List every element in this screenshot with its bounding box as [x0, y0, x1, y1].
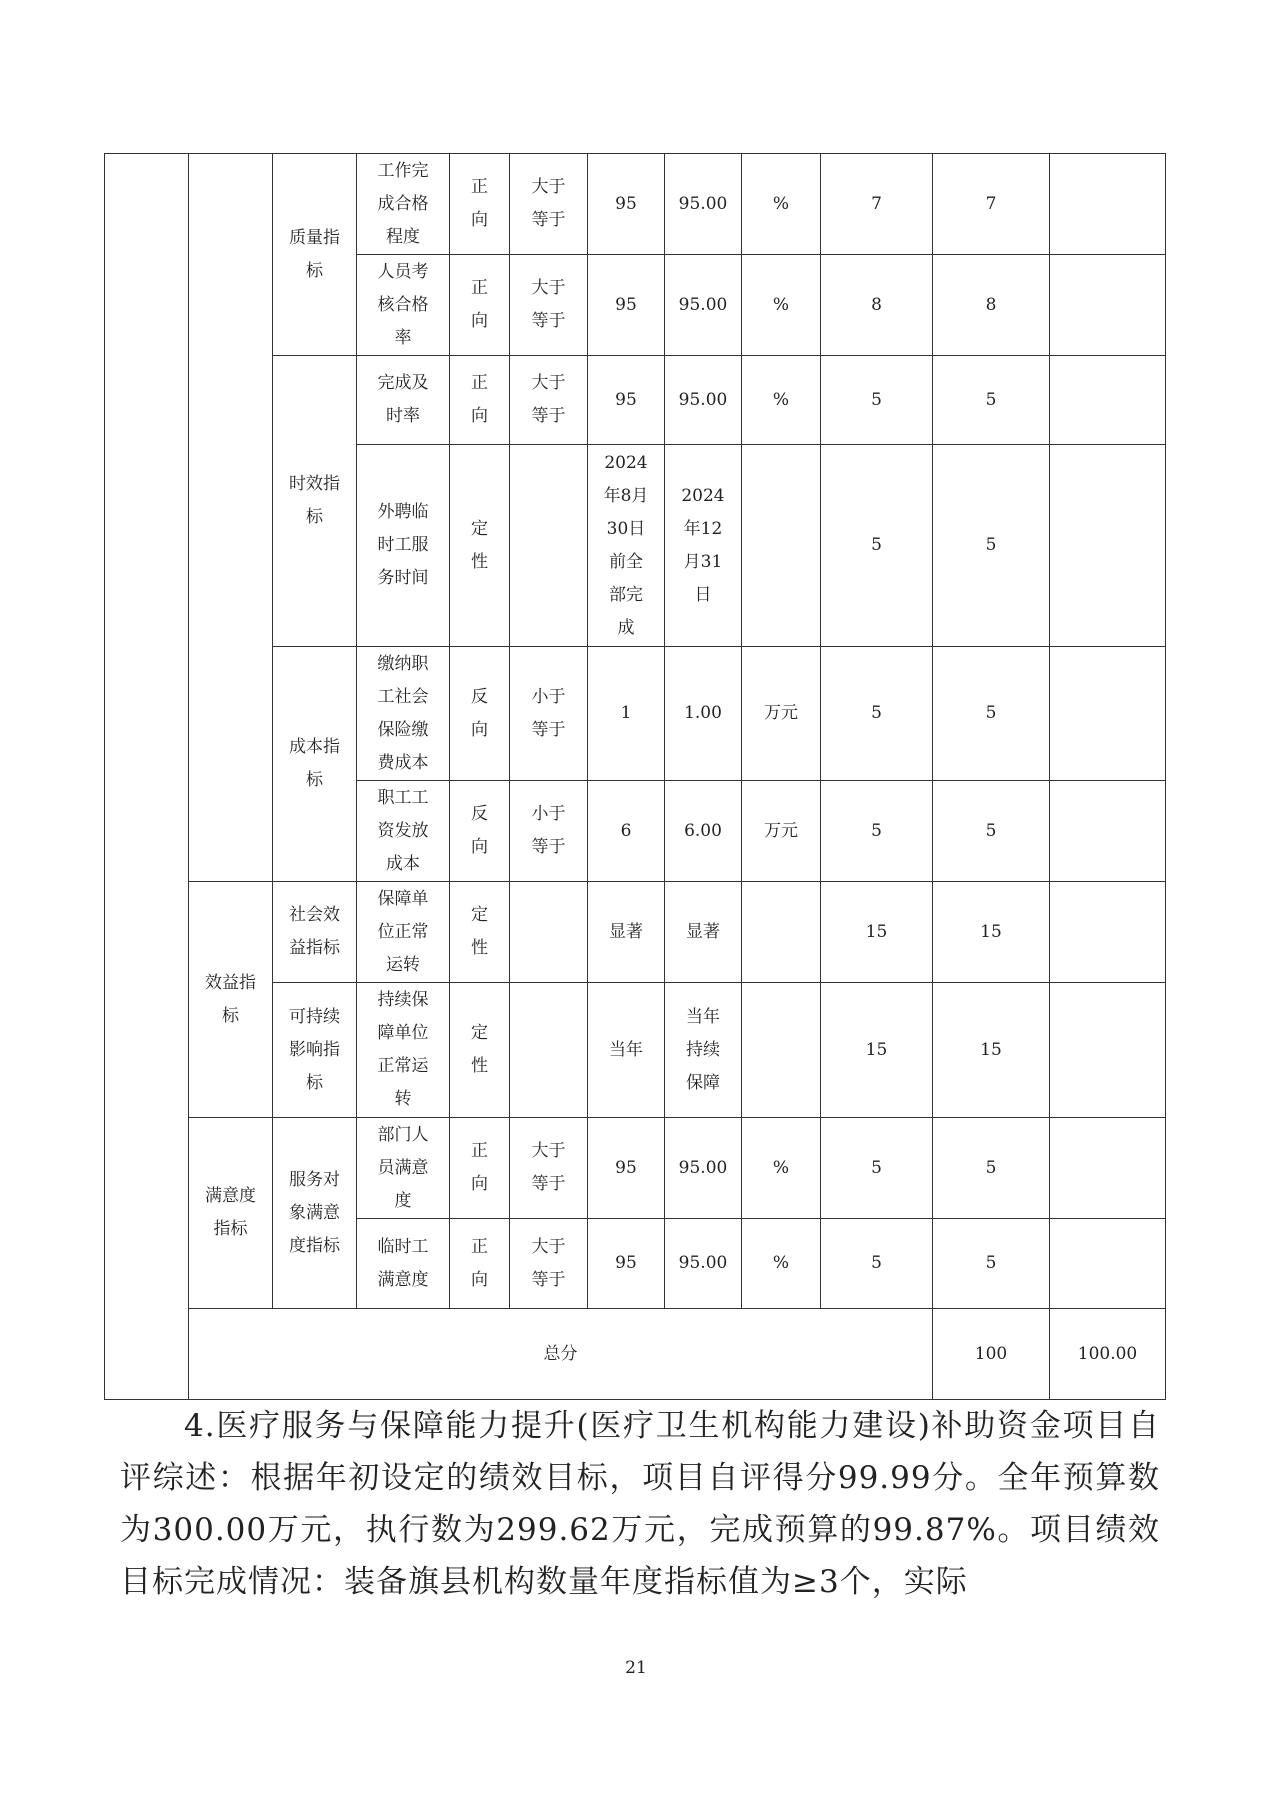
second-level-timeliness: 时效指 标: [273, 356, 357, 647]
total-score: 100.00: [1050, 1309, 1166, 1400]
indicator-name: 缴纳职 工社会 保险缴 费成本: [357, 647, 450, 781]
indicator-score: 8: [933, 255, 1050, 356]
indicator-unit: %: [742, 255, 821, 356]
indicator-direction: 反 向: [450, 781, 510, 882]
indicator-operator: [510, 983, 588, 1118]
total-weight: 100: [933, 1309, 1050, 1400]
first-level-satisfaction: 满意度 指标: [189, 1118, 273, 1309]
total-row: [105, 1309, 1166, 1400]
indicator-direction: 正 向: [450, 356, 510, 445]
indicator-operator: 小于 等于: [510, 647, 588, 781]
indicator-unit: %: [742, 1118, 821, 1219]
indicator-weight: 5: [821, 356, 933, 445]
indicator-name: 完成及 时率: [357, 356, 450, 445]
indicator-note: [1050, 882, 1166, 983]
indicator-actual: 95.00: [665, 1118, 742, 1219]
indicator-unit: %: [742, 154, 821, 255]
indicator-operator: [510, 882, 588, 983]
indicator-name: 工作完 成合格 程度: [357, 154, 450, 255]
indicator-actual: 1.00: [665, 647, 742, 781]
indicator-weight: 7: [821, 154, 933, 255]
indicator-actual: 95.00: [665, 356, 742, 445]
indicator-score: 15: [933, 983, 1050, 1118]
indicator-unit: [742, 445, 821, 647]
indicator-target: 95: [588, 1118, 665, 1219]
indicator-direction: 正 向: [450, 1219, 510, 1309]
indicator-target: 2024 年8月 30日 前全 部完 成: [588, 445, 665, 647]
second-level-social: 社会效 益指标: [273, 882, 357, 983]
outer-blank-cell: [105, 154, 189, 1400]
indicator-target: 95: [588, 154, 665, 255]
indicator-name: 临时工 满意度: [357, 1219, 450, 1309]
indicator-score: 15: [933, 882, 1050, 983]
indicator-actual: 2024 年12 月31 日: [665, 445, 742, 647]
indicator-operator: 小于 等于: [510, 781, 588, 882]
indicator-weight: 5: [821, 781, 933, 882]
indicator-weight: 15: [821, 882, 933, 983]
indicator-name: 外聘临 时工服 务时间: [357, 445, 450, 647]
indicator-note: [1050, 1118, 1166, 1219]
indicator-name: 人员考 核合格 率: [357, 255, 450, 356]
indicator-operator: 大于 等于: [510, 1219, 588, 1309]
indicator-unit: 万元: [742, 781, 821, 882]
indicator-score: 5: [933, 1219, 1050, 1309]
indicator-target: 当年: [588, 983, 665, 1118]
indicator-note: [1050, 154, 1166, 255]
second-level-quality: 质量指 标: [273, 154, 357, 356]
indicator-operator: 大于 等于: [510, 154, 588, 255]
indicator-target: 6: [588, 781, 665, 882]
indicator-unit: [742, 983, 821, 1118]
indicator-weight: 5: [821, 1118, 933, 1219]
page-number: 21: [625, 1658, 647, 1678]
indicator-note: [1050, 1219, 1166, 1309]
table-row: [105, 154, 1166, 255]
indicator-score: 7: [933, 154, 1050, 255]
indicator-actual: 95.00: [665, 1219, 742, 1309]
indicator-score: 5: [933, 781, 1050, 882]
first-level-indicator-cell: [189, 154, 273, 882]
indicator-target: 显著: [588, 882, 665, 983]
indicator-actual: 6.00: [665, 781, 742, 882]
indicator-direction: 定 性: [450, 882, 510, 983]
indicator-operator: 大于 等于: [510, 356, 588, 445]
indicator-actual: 95.00: [665, 154, 742, 255]
indicator-note: [1050, 356, 1166, 445]
indicator-direction: 正 向: [450, 154, 510, 255]
indicator-score: 5: [933, 445, 1050, 647]
indicator-direction: 正 向: [450, 255, 510, 356]
indicator-weight: 5: [821, 1219, 933, 1309]
indicator-score: 5: [933, 356, 1050, 445]
indicator-target: 1: [588, 647, 665, 781]
summary-paragraph: 4.医疗服务与保障能力提升(医疗卫生机构能力建设)补助资金项目自评综述：根据年初设定的绩效目标，项目自评得分99.99分。全年预算数为300.00万元，执行数为299.62万元，完成预算的99.87%。项目绩效目标完成情况：装备旗县机构数量年度指标值为≥3个，实际: [120, 1408, 1160, 1600]
indicator-note: [1050, 647, 1166, 781]
indicator-weight: 8: [821, 255, 933, 356]
performance-indicator-table: [104, 153, 1166, 1400]
indicator-operator: 大于 等于: [510, 255, 588, 356]
indicator-name: 职工工 资发放 成本: [357, 781, 450, 882]
indicator-target: 95: [588, 255, 665, 356]
second-level-cost: 成本指 标: [273, 647, 357, 882]
indicator-note: [1050, 983, 1166, 1118]
indicator-operator: [510, 445, 588, 647]
indicator-weight: 5: [821, 647, 933, 781]
indicator-operator: 大于 等于: [510, 1118, 588, 1219]
indicator-score: 5: [933, 1118, 1050, 1219]
indicator-unit: %: [742, 1219, 821, 1309]
second-level-service-object: 服务对 象满意 度指标: [273, 1118, 357, 1309]
indicator-weight: 15: [821, 983, 933, 1118]
table-row: [105, 882, 1166, 983]
first-level-benefit: 效益指 标: [189, 882, 273, 1118]
indicator-unit: 万元: [742, 647, 821, 781]
indicator-name: 持续保 障单位 正常运 转: [357, 983, 450, 1118]
indicator-note: [1050, 781, 1166, 882]
table-row: [105, 1118, 1166, 1219]
indicator-actual: 当年 持续 保障: [665, 983, 742, 1118]
indicator-direction: 正 向: [450, 1118, 510, 1219]
indicator-direction: 反 向: [450, 647, 510, 781]
total-label: 总分: [189, 1309, 933, 1400]
indicator-name: 部门人 员满意 度: [357, 1118, 450, 1219]
indicator-unit: %: [742, 356, 821, 445]
indicator-note: [1050, 445, 1166, 647]
indicator-name: 保障单 位正常 运转: [357, 882, 450, 983]
indicator-direction: 定 性: [450, 983, 510, 1118]
indicator-note: [1050, 255, 1166, 356]
indicator-weight: 5: [821, 445, 933, 647]
indicator-actual: 95.00: [665, 255, 742, 356]
indicator-target: 95: [588, 356, 665, 445]
indicator-score: 5: [933, 647, 1050, 781]
indicator-target: 95: [588, 1219, 665, 1309]
indicator-unit: [742, 882, 821, 983]
second-level-sustainable: 可持续 影响指 标: [273, 983, 357, 1118]
indicator-actual: 显著: [665, 882, 742, 983]
indicator-direction: 定 性: [450, 445, 510, 647]
